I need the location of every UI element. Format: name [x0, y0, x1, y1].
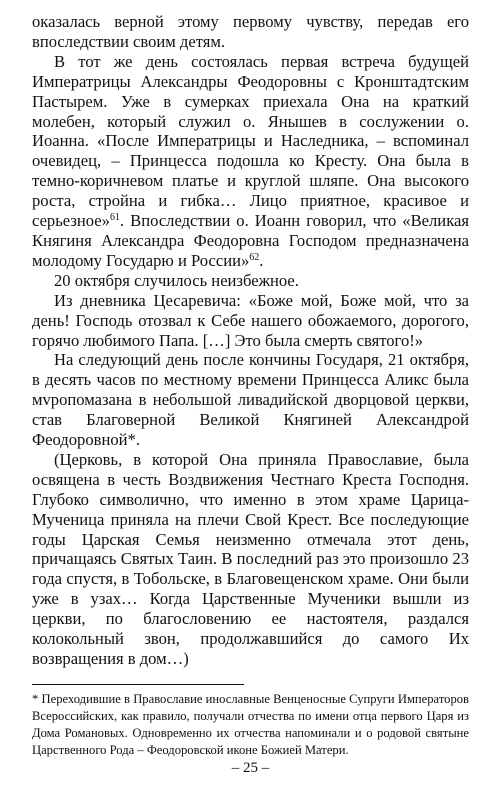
footnote-ref-62: 62 [249, 251, 260, 263]
footnote-ref-61: 61 [109, 212, 120, 224]
paragraph-continuation: оказалась верной этому первому чувству, передав его впоследствии своим детям. [32, 12, 469, 51]
paragraph-church: (Церковь, в которой Она приняла Православие, была освящена в честь Воздвижения Честнаго Креста Господня. Глубоко символично, что именно в этом храме Царица-Мученица приняла на плечи Свой Крест. Все последующие годы Царская Семья неизменно отмечала этот день, причащаясь Святых Таин. В последний раз это произошло 23 года спустя, в Тобольске, в Благовещенском храме. Они были уже в узах… Когда Царственные Мученики вышли из церкви, по благословению ее настоятеля, раздался колокольный звон, продолжавшийся до самого Их возвращения в дом…) [32, 449, 469, 668]
paragraph-first-meeting-text-c: . [259, 250, 264, 270]
paragraph-first-meeting-text-a: В тот же день состоялась первая встреча будущей Императрицы Александры Феодоровны с Кронштадтским Пастырем. Уже в сумерках приехала Она на краткий молебен, который служил о. Янышев в сослужении о. Иоанна. «После Императрицы и Наследника, – вспоминал очевидец, – Принцесса подошла ко Кресту. Она была в темно-коричневом платье и круглой шляпе. Она высокого роста, стройна и гибка… Лицо приятное, красивое и серьезное» [32, 51, 469, 231]
page-number: – 25 – [231, 759, 270, 776]
footnote-divider [32, 684, 244, 685]
paragraph-october-20: 20 октября случилось неизбежное. [54, 270, 299, 290]
book-page [32, 12, 469, 779]
paragraph-diary: Из дневника Цесаревича: «Боже мой, Боже мой, что за день! Господь отозвал к Себе нашего обожаемого, дорогого, горячо любимого Папа. […] Это была смерть святого!» [32, 290, 469, 350]
paragraph-chrismation: На следующий день после кончины Государя, 21 октября, в десять часов по местному времени Принцесса Аликс была мvропомазана в небольшой ливадийской дворцовой церкви, став Благоверной Великой Княгиней Александрой Феодоровной*. [32, 350, 469, 450]
paragraph-first-meeting-text-b: . Впоследствии о. Иоанн говорил, что «Великая Княгиня Александра Феодоровна Господом предназначена молодому Государю и России» [32, 211, 469, 270]
paragraph-first-meeting [32, 52, 469, 271]
footnote: * Переходившие в Православие инославные Венценосные Супруги Императоров Всероссийских, как правило, получали отчества по имени отца первого Царя из Дома Романовых. Одновременно их отчества напоминали и о родовой святыне Царственного Рода – Феодоровской иконе Божией Матери. [32, 691, 469, 757]
